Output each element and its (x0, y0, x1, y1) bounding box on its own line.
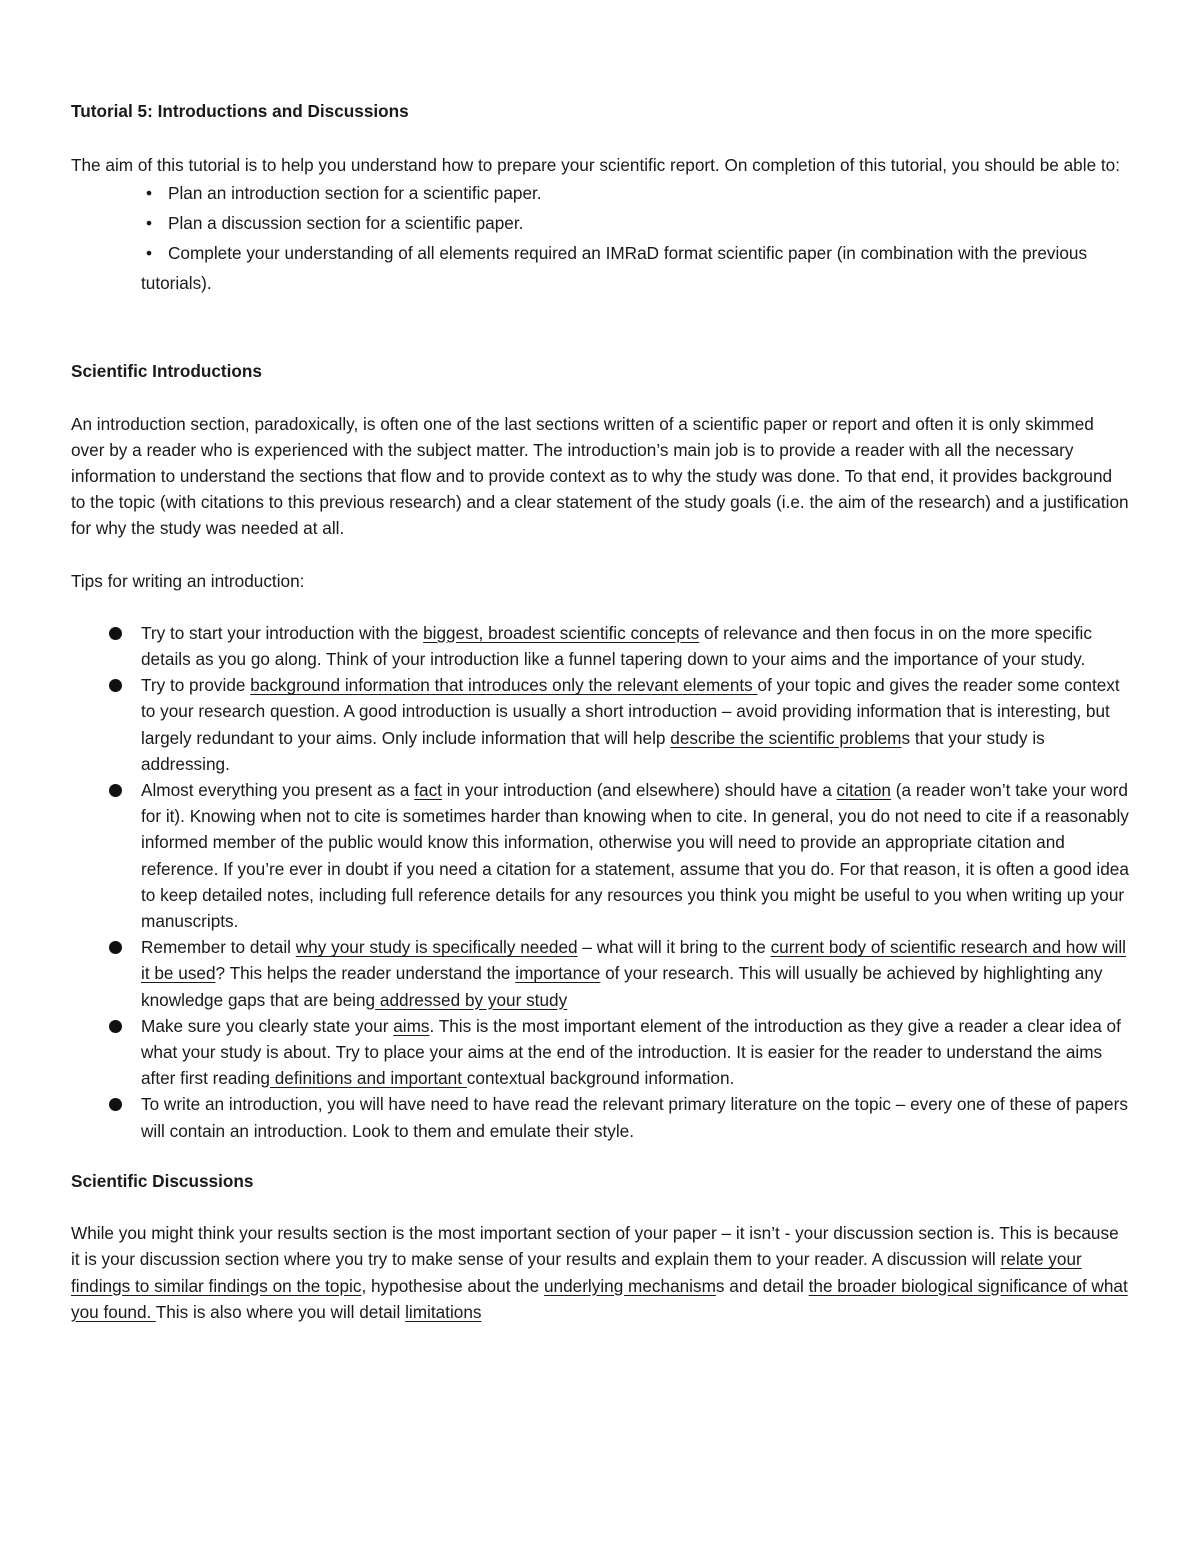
tip-text: – what will it bring to the (577, 937, 771, 958)
tip-underlined-text: importance (515, 963, 601, 984)
tip-item (141, 1013, 1130, 1092)
discussions-paragraph (71, 1220, 1130, 1325)
tip-text: in your introduction (and elsewhere) should have a (441, 780, 837, 801)
tip-item (141, 620, 1130, 672)
tip-underlined-text: describe the scientific problem (670, 727, 902, 748)
tip-text: Try to provide (141, 675, 251, 696)
tip-text: Make sure you clearly state your (141, 1015, 394, 1036)
discussion-text: s and detail (715, 1275, 809, 1296)
tip-text: of your topic and gives the reader some context to your research question. A good introduction is usually a short introduction – avoid providing information that is interesting, but largely redundant to your aims. Only include information that will help (141, 675, 1120, 748)
tip-text: Remember to detail (141, 937, 296, 958)
tip-text: To write an introduction, you will have need to have read the relevant primary literature on the topic – every one of these of papers will contain an introduction. Look to them and emulate their style. (141, 1094, 1128, 1141)
tip-item (141, 934, 1130, 1013)
tip-underlined-text: biggest, broadest scientific concepts (423, 622, 700, 643)
tip-text: contextual background information. (466, 1068, 735, 1089)
tip-text: (a reader won’t take your word for it). Knowing when not to cite is sometimes harder than knowing when to cite. In general, you do not need to cite if a reasonably informed member of the public would know this information, otherwise you will need to provide an appropriate citation and reference. If you’re ever in doubt if you need a citation for a statement, assume that you do. For that reason, it is often a good idea to keep detailed notes, including full reference details for any resources you think you might be useful to you when writing up your manuscripts. (141, 780, 1129, 932)
discussion-text: , hypothesise about the (361, 1275, 544, 1296)
page-title: Tutorial 5: Introductions and Discussions (71, 101, 409, 121)
tip-text: of relevance and then focus in on the more specific details as you go along. Think of your introduction like a funnel tapering down to your aims and the importance of your study. (141, 622, 1092, 670)
tip-underlined-text: why your study is specifically needed (295, 937, 578, 958)
tip-text: s that your study is addressing. (141, 727, 1045, 774)
tip-underlined-text: current body of scientific research and how will it be used (141, 937, 1126, 984)
tip-underlined-text: background information that introduces only the relevant elements (250, 675, 758, 696)
discussion-underlined-text: the broader biological significance of what you found. (71, 1275, 1128, 1322)
tip-text: . This is the most important element of the introduction as they give a reader a clear idea of what your study is about. Try to place your aims at the end of the introduction. It is easier for the reader to understand the aims after first reading (141, 1015, 1121, 1089)
aims-list-item: • Plan a discussion section for a scientific paper. (141, 208, 1130, 238)
tip-text: of your research. This will usually be achieved by highlighting any knowledge gaps that are being (141, 963, 1103, 1010)
tip-item (141, 777, 1130, 934)
discussion-underlined-text: relate your findings to similar findings on the topic (71, 1249, 1082, 1296)
aims-list-item: • Complete your understanding of all elements required an IMRaD format scientific paper (in combination with the previous tutorials). (141, 238, 1130, 298)
discussion-underlined-text: underlying mechanism (543, 1275, 716, 1296)
tips-list (71, 620, 1130, 1144)
intro-paragraph: The aim of this tutorial is to help you understand how to prepare your scientific report. On completion of this tutorial, you should be able to: (71, 155, 1121, 176)
aims-list-item: • Plan an introduction section for a scientific paper. (141, 178, 1130, 208)
introductions-paragraph: An introduction section, paradoxically, is often one of the last sections written of a scientific paper or report and often it is only skimmed over by a reader who is experienced with the subject matter. The introduction’s main job is to provide a reader with all the necessary information to understand the sections that flow and to provide context as to why the study was done. To that end, it provides background to the topic (with citations to this previous research) and a clear statement of the study goals (i.e. the aim of the research) and a justification for why the study was needed at all. (71, 413, 1129, 539)
aims-list (71, 178, 1130, 298)
tip-item (141, 1091, 1130, 1143)
tip-underlined-text: fact (414, 780, 442, 801)
tip-text: Almost everything you present as a (141, 780, 415, 801)
tip-item (141, 672, 1130, 777)
introductions-heading: Scientific Introductions (71, 361, 262, 382)
tip-underlined-text: addressed by your study (375, 989, 568, 1010)
tip-underlined-text: citation (836, 780, 891, 801)
discussions-heading: Scientific Discussions (71, 1170, 254, 1191)
tip-text: ? This helps the reader understand the (215, 963, 516, 984)
discussion-text: This is also where you will detail (155, 1301, 406, 1322)
tip-text: Try to start your introduction with the (141, 622, 424, 643)
discussion-text: While you might think your results section is the most important section of your paper – it isn’t - your discussion section is. This is because it is your discussion section where you try to make sense of your results and explain them to your reader. A discussion will (71, 1223, 1119, 1270)
tip-underlined-text: aims (393, 1015, 430, 1036)
discussion-underlined-text: limitations (405, 1301, 482, 1322)
tips-label: Tips for writing an introduction: (71, 570, 305, 591)
tip-underlined-text: definitions and important (269, 1068, 467, 1089)
